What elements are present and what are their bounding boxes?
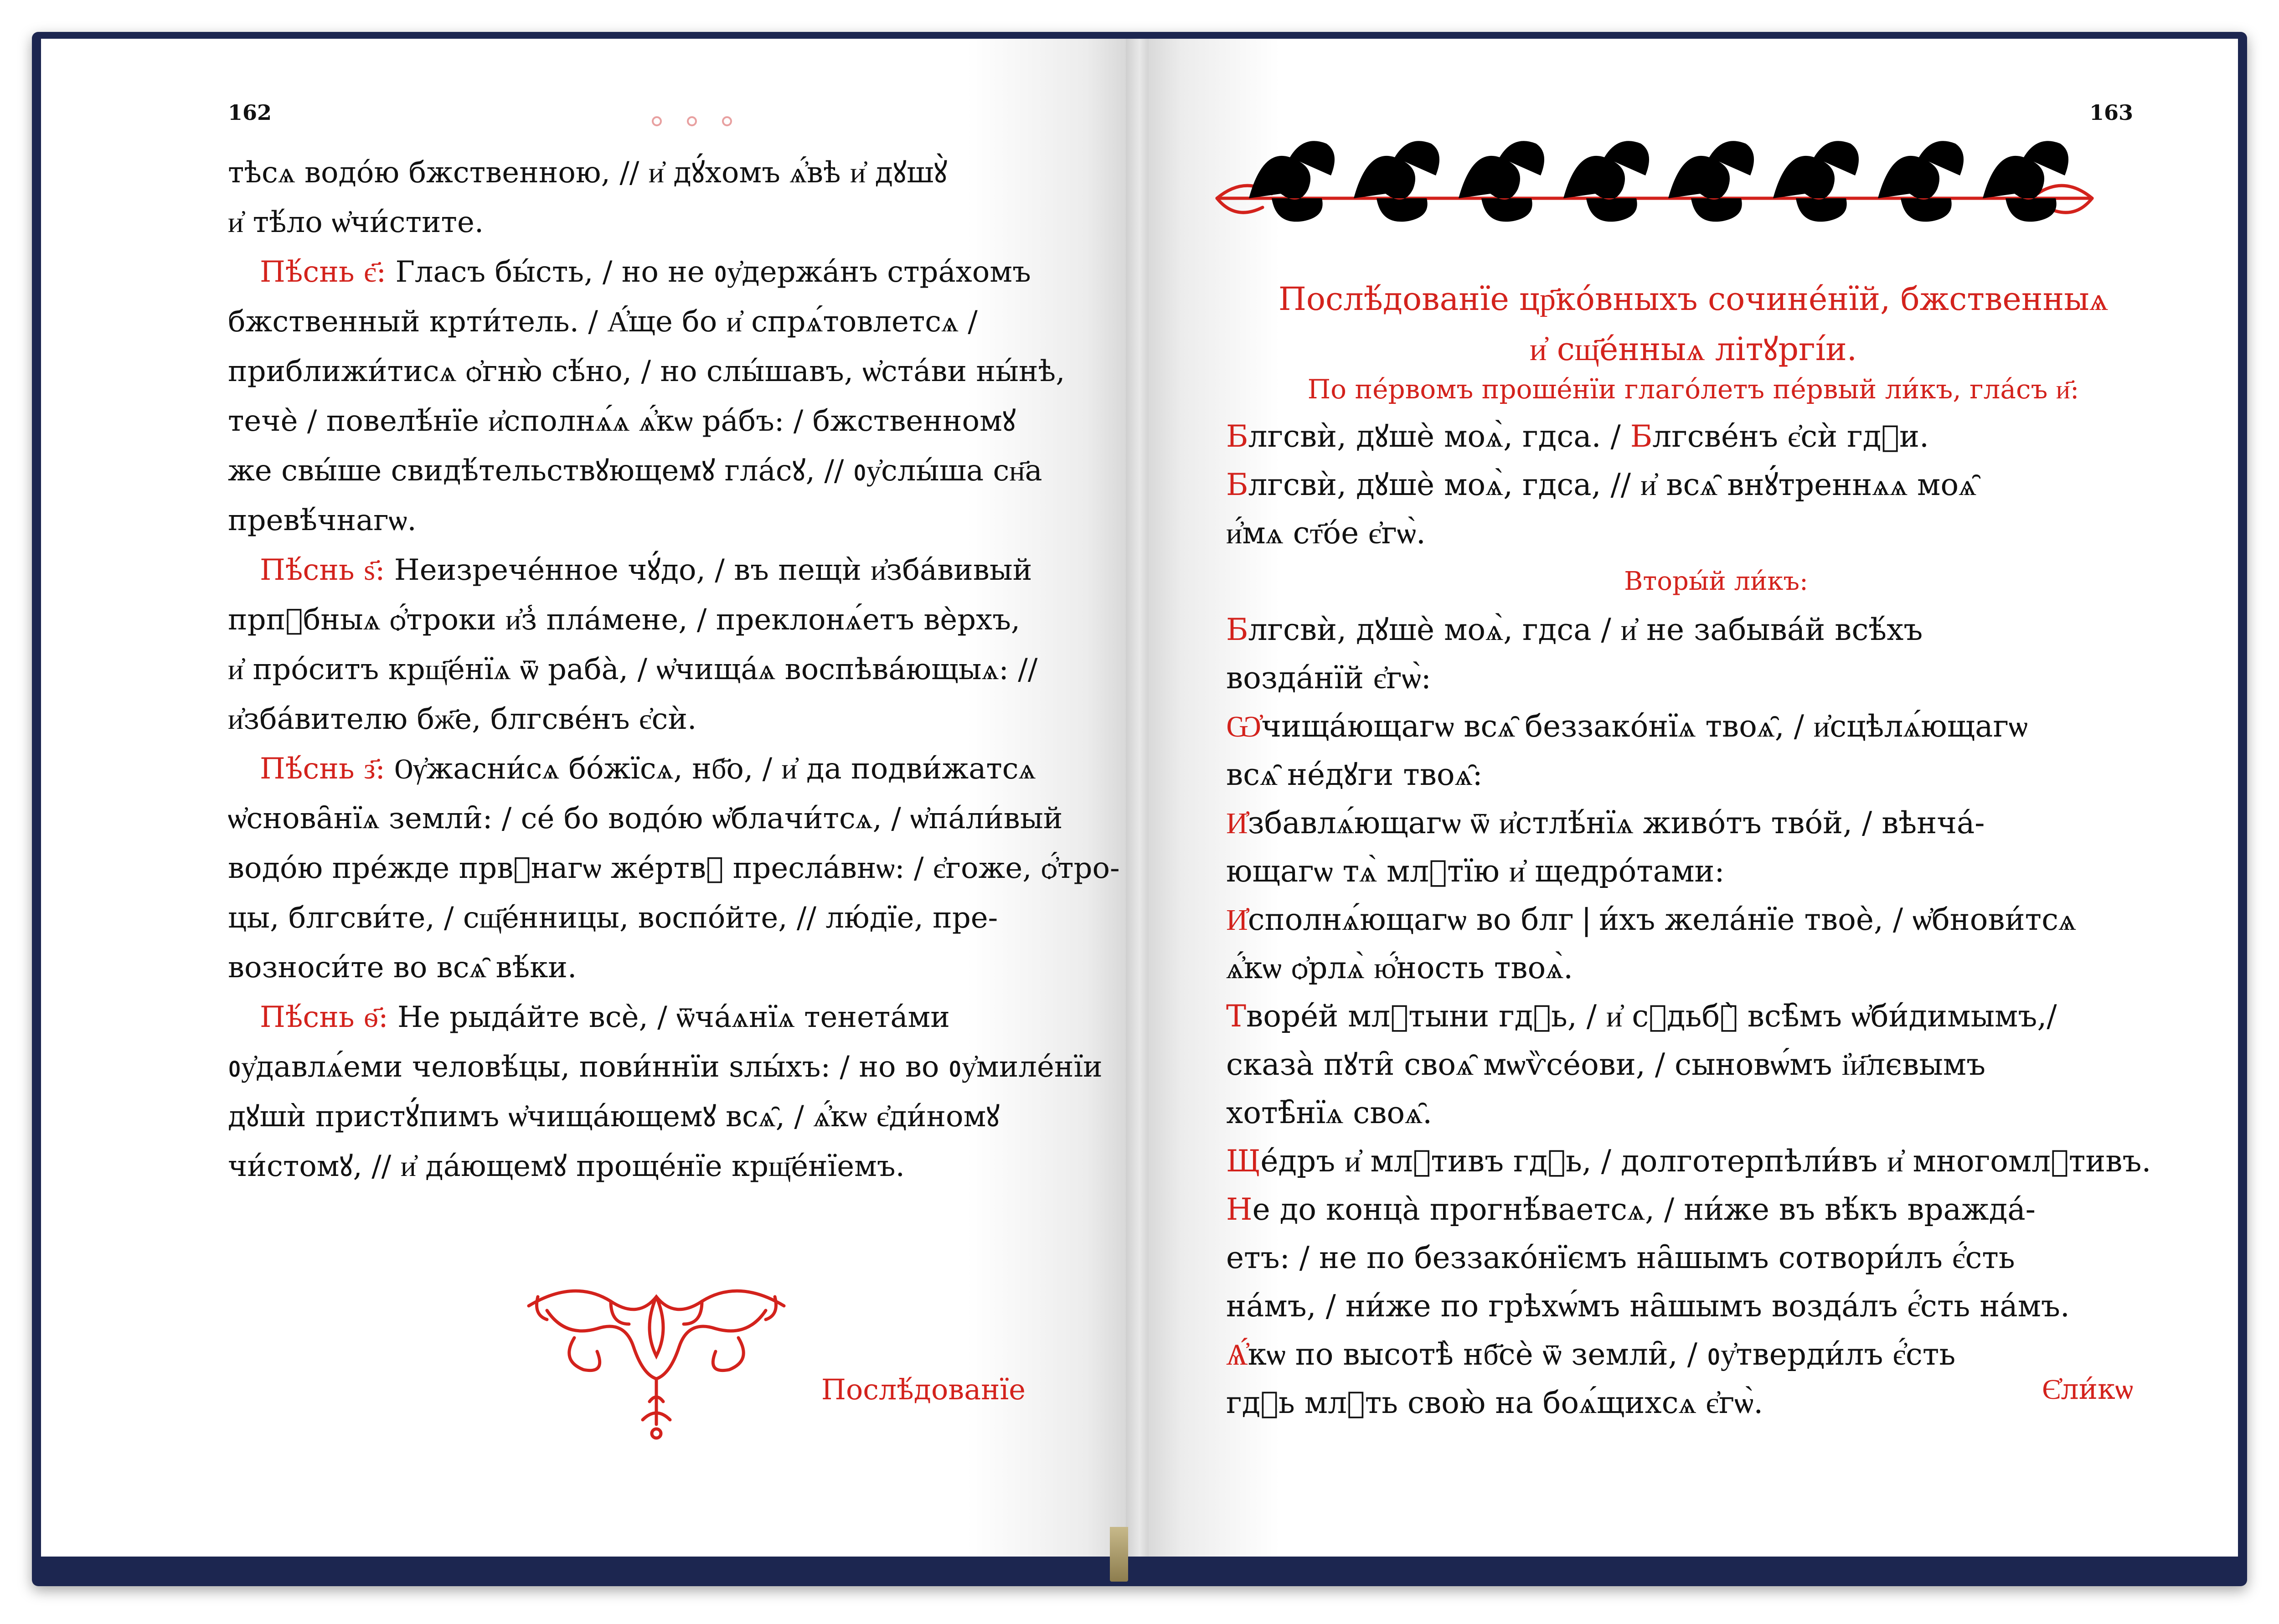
right-page-text — [1226, 412, 2206, 1427]
text-line — [228, 496, 1117, 546]
rubric-text: Щ — [1226, 1144, 1261, 1179]
text-line — [1226, 944, 2206, 992]
body-text: дꙋшѝ пристꙋ́пимъ ѡ҆чища́ющемꙋ всѧ̑, / ѧ҆́кѡ є҆ди́номꙋ — [228, 1100, 1000, 1134]
body-text: гдⷭь млⷭть свою̀ на боѧ́щихсѧ є҆гѡ̀. — [1226, 1385, 1763, 1420]
text-line — [228, 247, 1117, 297]
text-line — [228, 297, 1117, 347]
body-text: е́дръ и҆ млⷭтивъ гдⷭь, / долготерпѣли́въ и҆ многомлⷭтивъ. — [1260, 1144, 2151, 1179]
text-line — [228, 198, 1117, 247]
body-text: тѣсѧ водо́ю бжcтвенною, // и҆ дꙋ́хомъ ѧ҆́вѣ и҆ дꙋшꙋ̀ — [228, 156, 948, 190]
text-line — [1226, 654, 2206, 702]
body-text: возноси́те во всѧ̑ вѣ́ки. — [228, 951, 577, 985]
rubric-text: Б — [1226, 467, 1248, 502]
body-text: ющагѡ тѧ̀ млⷭтїю и҆ щедро́тами: — [1226, 854, 1725, 889]
header-dots-ornament — [652, 116, 732, 126]
catchword: Послѣ́дованїе — [821, 1373, 1026, 1406]
body-text: прпⷣбныѧ ѻ҆́троки и҆з̾ пла́мене, / преклонѧ́етъ вѐрхъ, — [228, 603, 1021, 637]
left-page — [41, 39, 1130, 1557]
text-line — [1226, 1137, 2206, 1186]
body-text: хотѣ̑нїѧ своѧ̑. — [1226, 1095, 1433, 1130]
rubric-text: Б — [1226, 612, 1248, 647]
text-line — [1226, 1234, 2206, 1282]
body-text: возда́нїй є҆гѡ̀: — [1226, 660, 1431, 696]
body-text: и҆ тѣ́ло ѡ҆чи́стите. — [228, 206, 484, 239]
body-text: и҆́мѧ ст҃о́е є҆гѡ̀. — [1226, 516, 1426, 551]
section-title-line-2: и҆ сщ҃е́нныѧ літꙋргі́и. — [1530, 330, 1857, 368]
rubric-text: И҆ — [1226, 805, 1248, 840]
text-line — [1226, 799, 2206, 847]
body-text: же свы́ше свидѣ́тельствꙋющемꙋ гла́сꙋ, // ᲂу҆слы́ша сн҃а — [228, 454, 1042, 488]
body-text: Неизрече́нное чꙋ́до, / въ пещѝ и҆зба́вивый — [394, 553, 1032, 587]
text-line — [228, 595, 1117, 645]
left-page-text — [228, 148, 1120, 1191]
right-page — [1149, 39, 2238, 1557]
rubric-text: Ѡ҆ — [1226, 709, 1262, 744]
body-text: на́мъ, / ни́же по грѣхѡ́мъ на̑шымъ возда́лъ є҆́сть на́мъ. — [1226, 1289, 2070, 1324]
body-text: приближи́тисѧ ѻ҆гню̀ сѣ́но, / но слы́шавъ, ѡ҆ста́ви ны́нѣ, — [228, 355, 1065, 388]
text-line — [1226, 606, 2206, 654]
page-number: 162 — [228, 100, 272, 125]
page-number: 163 — [2089, 100, 2133, 125]
rubric-subtitle: По пе́рвомъ проше́нїи глаго́летъ пе́рвый ли́къ, гла́съ и҃: — [1307, 374, 2079, 405]
text-line — [228, 844, 1120, 893]
text-line — [228, 794, 1117, 844]
body-text: чища́ющагѡ всѧ̑ беззако́нїѧ твоѧ̑, / и҆сцѣлѧ́ющагѡ — [1261, 709, 2028, 744]
text-line — [1226, 702, 2206, 751]
body-text: ́кѡ по высотѣ̀ нб҃сѐ ѿ земли̑, / ᲂу҆тверди́лъ є҆́сть — [1248, 1337, 1956, 1372]
rubric-text: Б — [1226, 419, 1248, 454]
text-line — [1226, 557, 2206, 606]
text-line — [1226, 412, 2206, 461]
rubric-text: Ѧ҆ — [1226, 1337, 1248, 1372]
rubric-text: Пѣ́снь ѕ҃: — [260, 553, 394, 587]
rubric-text: Б — [1630, 419, 1653, 454]
body-text: всѧ̑ не́дꙋги твоѧ̑: — [1226, 757, 1483, 792]
text-line — [1226, 509, 2206, 557]
body-text: бжcтвенный крти́тель. / А҆́ще бо и҆ спрѧ́товлетсѧ / — [228, 305, 978, 339]
bookmark-ribbon — [1110, 1527, 1128, 1582]
body-text: и҆ про́ситъ крщ҃е́нїѧ ѿ раба̀, / ѡ҆чища́ѧ воспѣва́ющыѧ: // — [228, 653, 1038, 686]
rubric-text: Пѣ́снь з҃: — [260, 752, 395, 786]
body-text: ѧ҆́кѡ ѻ҆рлѧ̀ ю҆́ность твоѧ̀. — [1226, 950, 1573, 985]
body-text: ѡ҆снова̑нїѧ земли̑: / се́ бо водо́ю ѡ҆блачи́тсѧ, / ѡ҆па́ли́вый — [228, 802, 1063, 835]
text-line — [228, 148, 1117, 198]
text-line — [228, 546, 1117, 595]
body-text: чи́стомꙋ, // и҆ да́ющемꙋ проще́нїе крщ҃е́нїемъ. — [228, 1150, 905, 1183]
body-text: и҆зба́вителю бж҃е, блгcве́нъ є҆сѝ. — [228, 702, 697, 736]
rubric-text: Н — [1226, 1192, 1253, 1227]
text-line — [1226, 1330, 2206, 1379]
body-text: лгcве́нъ є҆сѝ гдⷭи. — [1652, 419, 1929, 454]
text-line — [1226, 847, 2206, 896]
body-text: воре́й млⷭтыни гдⷭь, / и҆ сꙋдьбꙋ̀ всѣ̑мъ ѡ҆би́димымъ,/ — [1246, 999, 2057, 1034]
text-line — [1226, 1041, 2206, 1089]
body-text: превѣ́чнагѡ. — [228, 504, 417, 537]
rubric-text: Пѣ́снь ѳ҃: — [260, 1000, 397, 1034]
text-line — [1226, 1089, 2206, 1137]
body-text: сполнѧ́ющагѡ во блг❘и́хъ жела́нїе твоѐ, / ѡ҆бнови́тсѧ — [1248, 902, 2076, 937]
body-text: лгcвѝ, дꙋшѐ моѧ̀, гдcа, // и҆ всѧ̑ внꙋ́треннѧѧ моѧ̑ — [1248, 467, 1977, 502]
text-line — [228, 695, 1117, 744]
rubric-text: Т — [1226, 999, 1247, 1034]
body-text: етъ: / не по беззако́нїємъ на̑шымъ сотвори́лъ є҆́сть — [1226, 1240, 2015, 1275]
body-text: Не рыда́йте всѐ, / ѿча́ѧнїѧ тенета́ми — [397, 1000, 950, 1034]
text-line — [228, 943, 1117, 993]
body-text: лгcвѝ, дꙋшѐ моѧ̀, гдcа / и҆ не забыва́й всѣ́хъ — [1248, 612, 1923, 647]
text-line — [1226, 896, 2206, 944]
body-text: Глaсъ бы́сть, / но не ᲂу҆держа́нъ стра́хомъ — [395, 255, 1031, 289]
text-line — [228, 893, 1117, 943]
body-text: ᲂу҆давлѧ́еми человѣ́цы, пови́ннїи ѕлы́хъ: / но во ᲂу҆миле́нїи — [228, 1050, 1103, 1084]
body-text: Ѹ҆жасни́сѧ бо́жїсѧ, нб҃о, / и҆ да подви́жатсѧ — [394, 752, 1036, 786]
text-line — [228, 1042, 1117, 1092]
text-line — [228, 1142, 1117, 1191]
text-line — [228, 446, 1117, 496]
rubric-text: Вторы́й ли́къ: — [1624, 567, 1808, 596]
text-line — [1226, 751, 2206, 799]
body-text: течѐ / повелѣ́нїе и҆сполнѧ́ѧ ѧ҆́кѡ ра́бъ: / бжcтвенномꙋ — [228, 404, 1016, 438]
text-line — [1226, 992, 2206, 1041]
text-line — [228, 645, 1117, 695]
text-line — [228, 397, 1117, 446]
body-text: цы, блгcви́те, / сщ҃е́нницы, воспо́йте, // лю́дїе, пре- — [228, 901, 998, 935]
rubric-text: Пѣ́снь є҃: — [260, 255, 396, 289]
text-line — [1226, 461, 2206, 509]
body-text: сказа̀ пꙋти̑ своѧ̑ мѡѷсе́ови, / сыновѡ́мъ і҆и҃лєвымъ — [1226, 1047, 1986, 1082]
section-title-line-1: Послѣ́дованїе цр҃ко́вныхъ сочине́нїй, бжcтвенныѧ — [1278, 280, 2109, 318]
body-text: збавлѧ́ющагѡ ѿ и҆стлѣ́нїѧ живо́тъ тво́й, / вѣнча́- — [1248, 805, 1985, 840]
text-line — [228, 1092, 1117, 1142]
tailpiece-ornament — [520, 1269, 793, 1443]
catchword: Є҆ли́кѡ — [2042, 1372, 2133, 1406]
text-line — [1226, 1282, 2206, 1330]
body-text: е до конца̀ прогнѣ́ваетсѧ, / ни́же въ вѣ́къ вражда́- — [1252, 1192, 2036, 1227]
text-line — [228, 347, 1117, 397]
text-line — [228, 744, 1117, 794]
rubric-text: И҆ — [1226, 902, 1248, 937]
body-text: водо́ю пре́жде првⷣнагѡ же́ртвꙋ пресла́внѡ: / є҆гоже, ѻ҆́тро- — [228, 851, 1120, 885]
text-line — [1226, 1186, 2206, 1234]
text-line — [228, 993, 1117, 1042]
headpiece-ornament — [1208, 130, 2101, 244]
body-text: лгcвѝ, дꙋшѐ моѧ̀, гдcа. / — [1248, 419, 1630, 454]
